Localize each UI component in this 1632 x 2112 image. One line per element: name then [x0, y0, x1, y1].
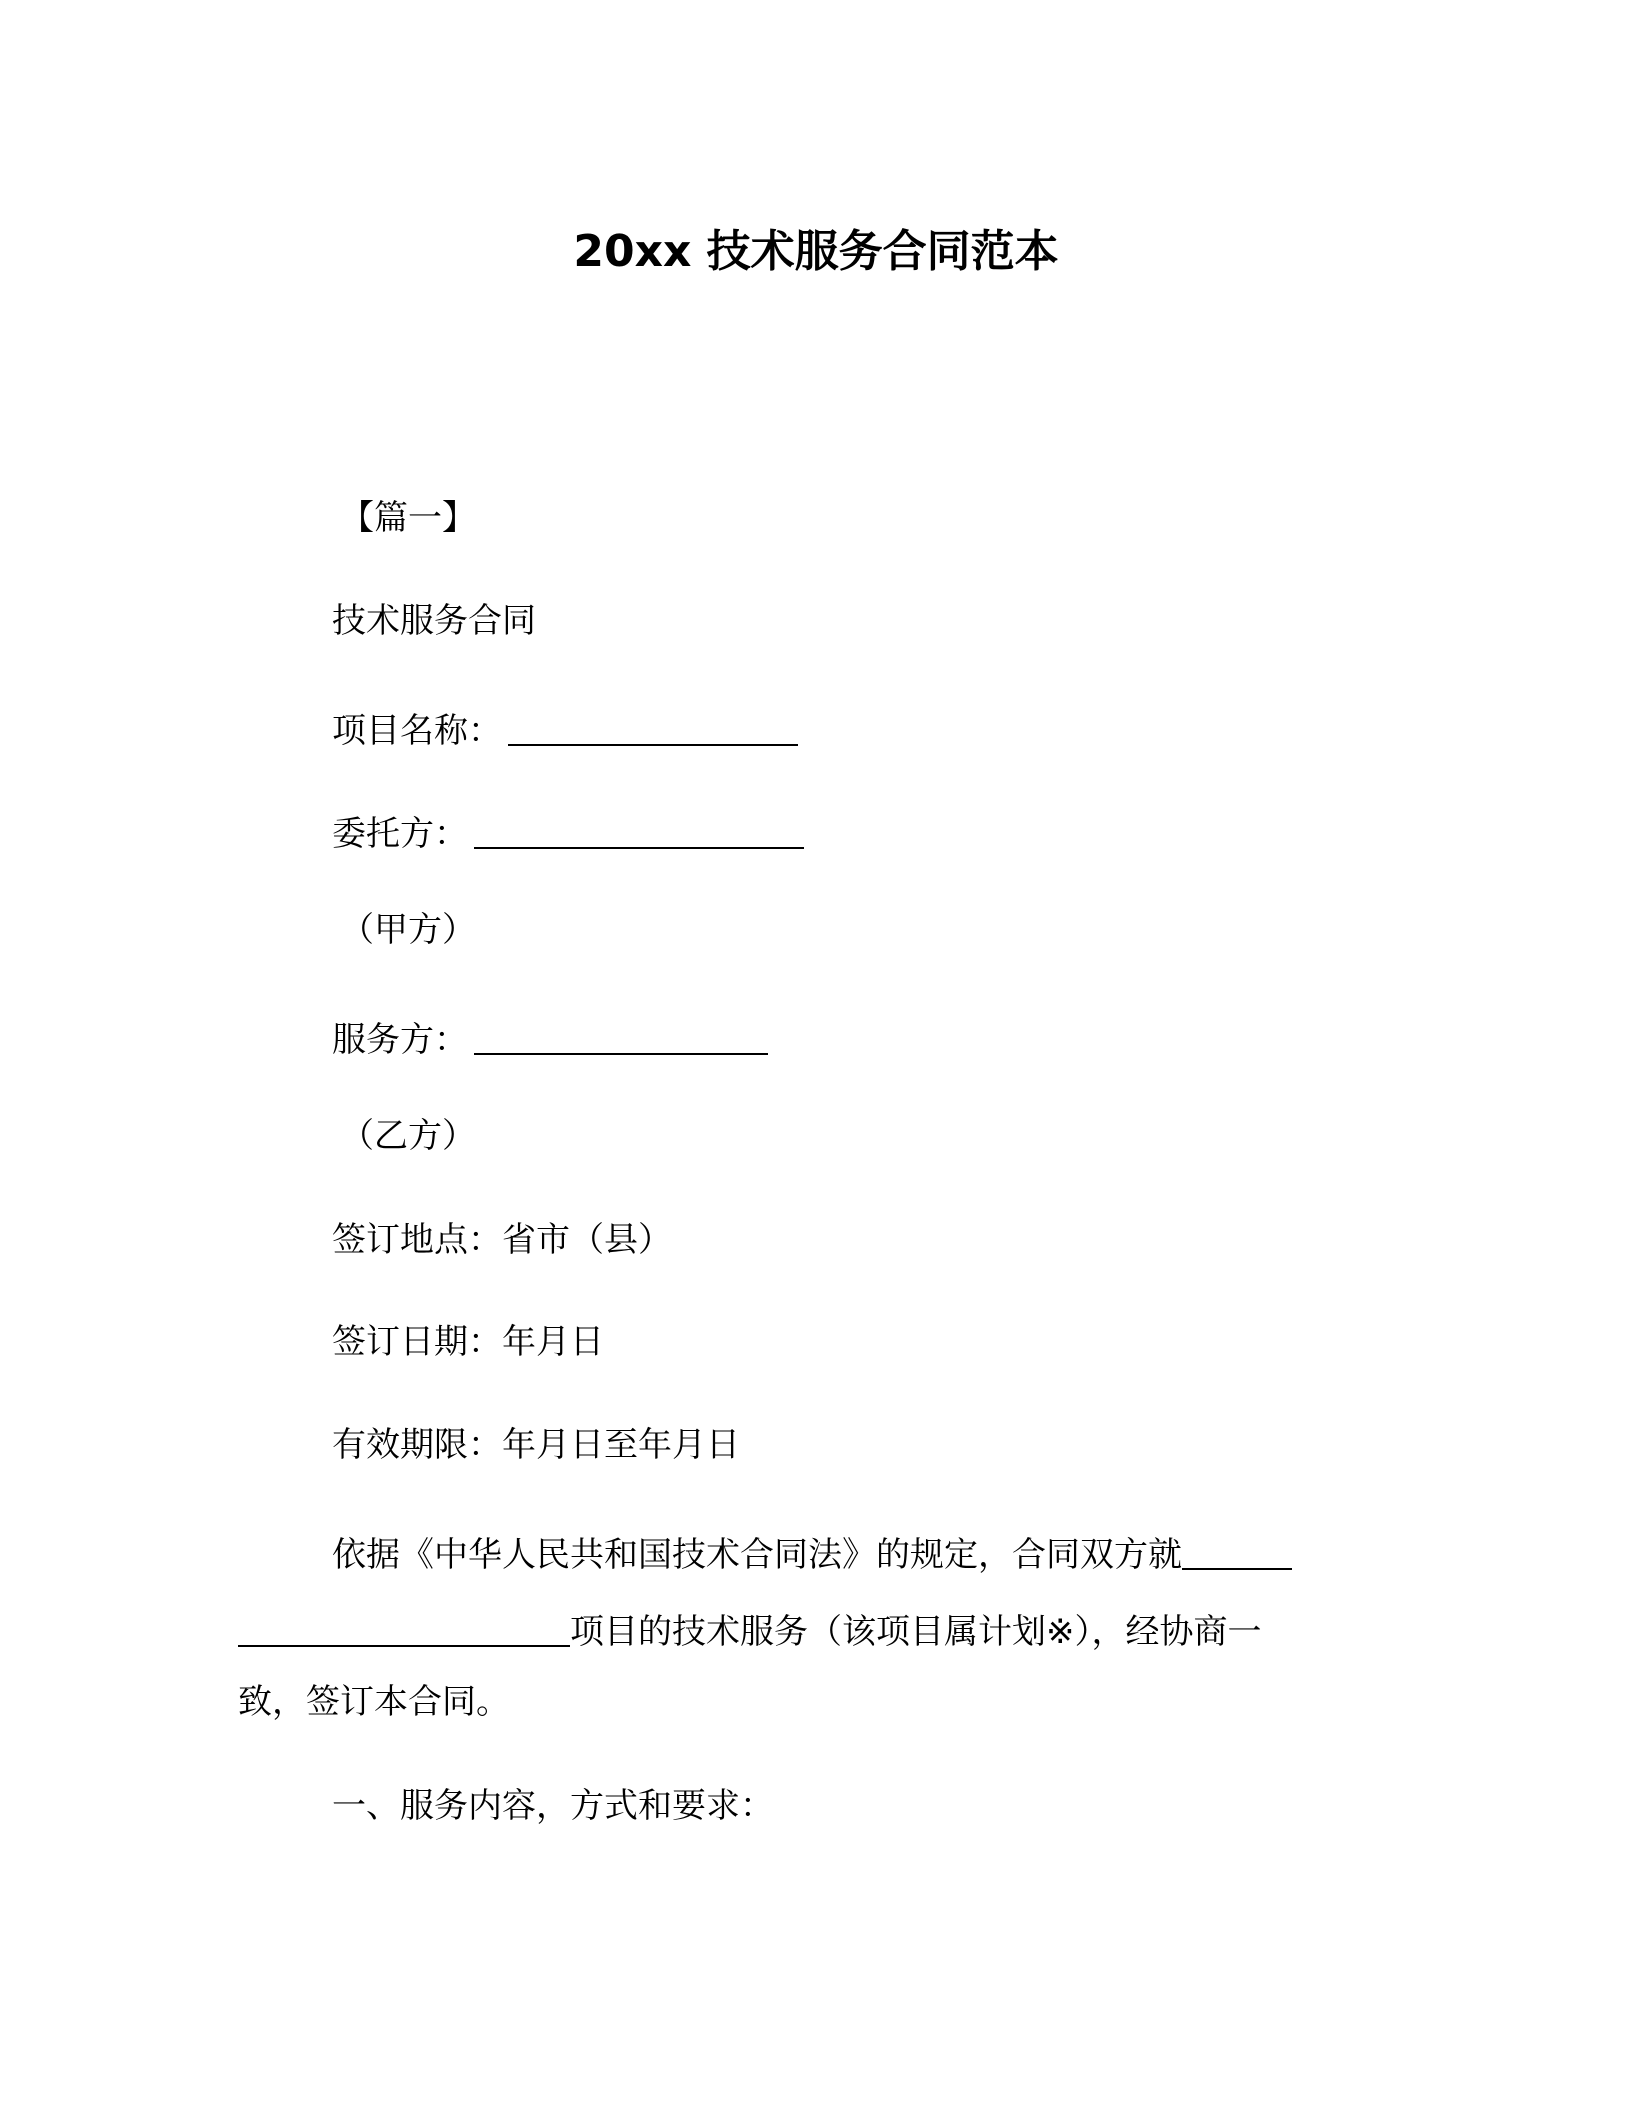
party-a-note: （甲方） — [340, 910, 476, 950]
provider-blank — [474, 1013, 768, 1055]
client-label: 委托方： — [332, 814, 468, 854]
validity-period: 有效期限：年月日至年月日 — [332, 1425, 740, 1465]
provider-line — [332, 1009, 768, 1064]
preamble-blank-1 — [1182, 1528, 1292, 1570]
provider-label: 服务方： — [332, 1020, 468, 1060]
preamble-text-2: 项目的技术服务（该项目属计划※），经协商一 — [570, 1612, 1262, 1652]
preamble-line-2 — [238, 1601, 1262, 1656]
document-title: 20xx 技术服务合同范本 — [573, 226, 1059, 277]
project-name-line — [332, 700, 798, 755]
preamble-line-1 — [332, 1524, 1292, 1579]
signing-place: 签订地点：省市（县） — [332, 1220, 672, 1260]
clause-1-heading: 一、服务内容，方式和要求： — [332, 1786, 774, 1826]
client-blank — [474, 807, 804, 849]
client-line — [332, 803, 804, 858]
preamble-text-1: 依据《中华人民共和国技术合同法》的规定，合同双方就 — [332, 1535, 1182, 1575]
contract-heading: 技术服务合同 — [332, 601, 536, 641]
preamble-blank-2 — [238, 1605, 570, 1647]
project-name-label: 项目名称： — [332, 711, 502, 751]
project-name-blank — [508, 704, 798, 746]
preamble-line-3: 致，签订本合同。 — [238, 1682, 510, 1722]
party-b-note: （乙方） — [340, 1116, 476, 1156]
section-marker: 【篇一】 — [340, 498, 476, 538]
signing-date: 签订日期：年月日 — [332, 1322, 604, 1362]
